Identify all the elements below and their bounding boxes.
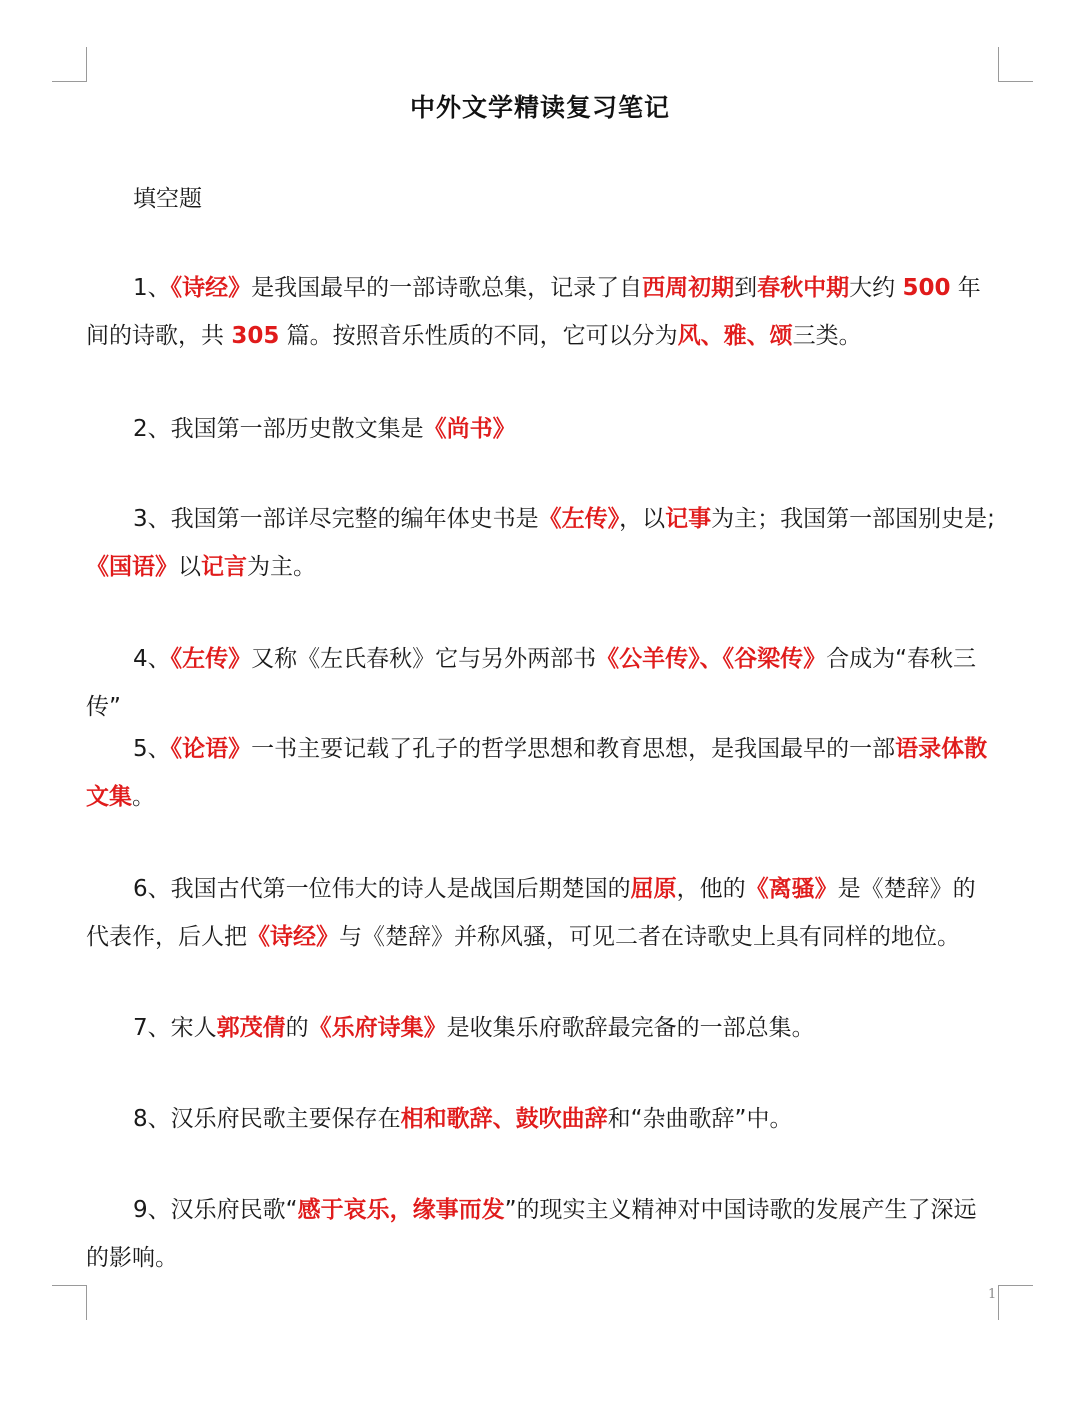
highlighted-answer: 相和歌辞、鼓吹曲辞 [400,1106,608,1132]
question-item-9 [86,1186,998,1282]
crop-mark-top-right [998,47,1033,82]
body-text: 三类。 [792,323,862,349]
body-text: 汉乐府民歌“ [170,1197,298,1223]
question-item-4 [86,635,998,731]
item-number: 5、 [133,736,171,762]
body-text: 汉乐府民歌主要保存在 [170,1106,401,1132]
question-item-6 [86,865,998,961]
highlighted-answer: 《国语》 [86,554,178,580]
highlighted-answer: 305 [231,323,280,349]
page-number: 1 [988,1287,997,1302]
body-text: ，以 [619,506,666,532]
body-text: 是收集乐府歌辞最完备的一部总集。 [446,1015,815,1041]
item-number: 4、 [133,646,171,672]
highlighted-answer: 《左传》 [538,506,620,532]
question-item-5 [86,725,998,821]
body-text: 到 [734,275,758,301]
item-number: 8、 [133,1106,171,1132]
body-text: 的 [285,1015,309,1041]
body-text: 合成为“春秋三传” [86,646,977,720]
question-item-1 [86,264,998,360]
body-text: 宋人 [170,1015,217,1041]
body-text: 我国古代第一位伟大的诗人是战国后期楚国的 [170,876,631,902]
crop-mark-bottom-left [52,1285,87,1320]
body-text: 一书主要记载了孔子的哲学思想和教育思想，是我国最早的一部 [251,736,896,762]
page-title: 中外文学精读复习笔记 [409,93,670,122]
highlighted-answer: 感于哀乐，缘事而发 [297,1197,505,1223]
body-text: 。 [132,784,155,810]
body-text: 我国第一部详尽完整的编年体史书是 [170,506,539,532]
highlighted-answer: 《诗经》 [247,924,339,950]
body-text: 我国第一部历史散文集是 [170,416,424,442]
section-heading: 填空题 [133,186,202,212]
highlighted-answer: 春秋中期 [757,275,850,301]
highlighted-answer: 记言 [201,554,247,580]
item-number: 9、 [133,1197,171,1223]
body-text: ”的现实主义精神对中国诗歌的发展产生了深远的影响。 [86,1197,977,1271]
highlighted-answer: 500 [902,275,951,301]
item-number: 7、 [133,1015,171,1041]
crop-mark-top-left [52,47,87,82]
question-item-8 [86,1095,998,1143]
highlighted-answer: 语录体散文集 [86,736,988,810]
highlighted-answer: 记事 [665,506,712,532]
highlighted-answer: 屈原 [630,876,677,902]
highlighted-answer: 《尚书》 [423,416,516,442]
body-text: 和“杂曲歌辞”中。 [607,1106,793,1132]
body-text: 为主；我国第一部国别史是; [711,506,995,532]
body-text: 年间的诗歌，共 [86,275,981,349]
body-text: ，他的 [676,876,746,902]
body-text: 以 [178,554,201,580]
body-text: 又称《左氏春秋》它与另外两部书 [251,646,597,672]
question-item-2 [86,405,998,453]
highlighted-answer: 郭茂倩 [216,1015,286,1041]
body-text: 是我国最早的一部诗歌总集，记录了自 [251,275,643,301]
highlighted-answer: 西周初期 [642,275,735,301]
item-number: 6、 [133,876,171,902]
body-text: 为主。 [247,554,316,580]
highlighted-answer: 《公羊传》、《谷梁传》 [596,646,827,672]
item-number: 2、 [133,416,171,442]
item-number: 1、 [133,275,171,301]
body-text: 是《楚辞》的代表作，后人把 [86,876,976,950]
body-text: 与《楚辞》并称风骚，可见二者在诗歌史上具有同样的地位。 [339,924,960,950]
highlighted-answer: 《诗经》 [170,275,252,301]
highlighted-answer: 《论语》 [170,736,252,762]
body-text: 大约 [849,275,903,301]
item-number: 3、 [133,506,171,532]
question-item-3 [86,495,998,591]
question-item-7 [86,1004,998,1052]
body-text: 篇。按照音乐性质的不同，它可以分为 [279,323,678,349]
highlighted-answer: 《左传》 [170,646,252,672]
highlighted-answer: 《乐府诗集》 [308,1015,447,1041]
highlighted-answer: 风、雅、颂 [677,323,793,349]
crop-mark-bottom-right [998,1285,1033,1320]
highlighted-answer: 《离骚》 [745,876,838,902]
